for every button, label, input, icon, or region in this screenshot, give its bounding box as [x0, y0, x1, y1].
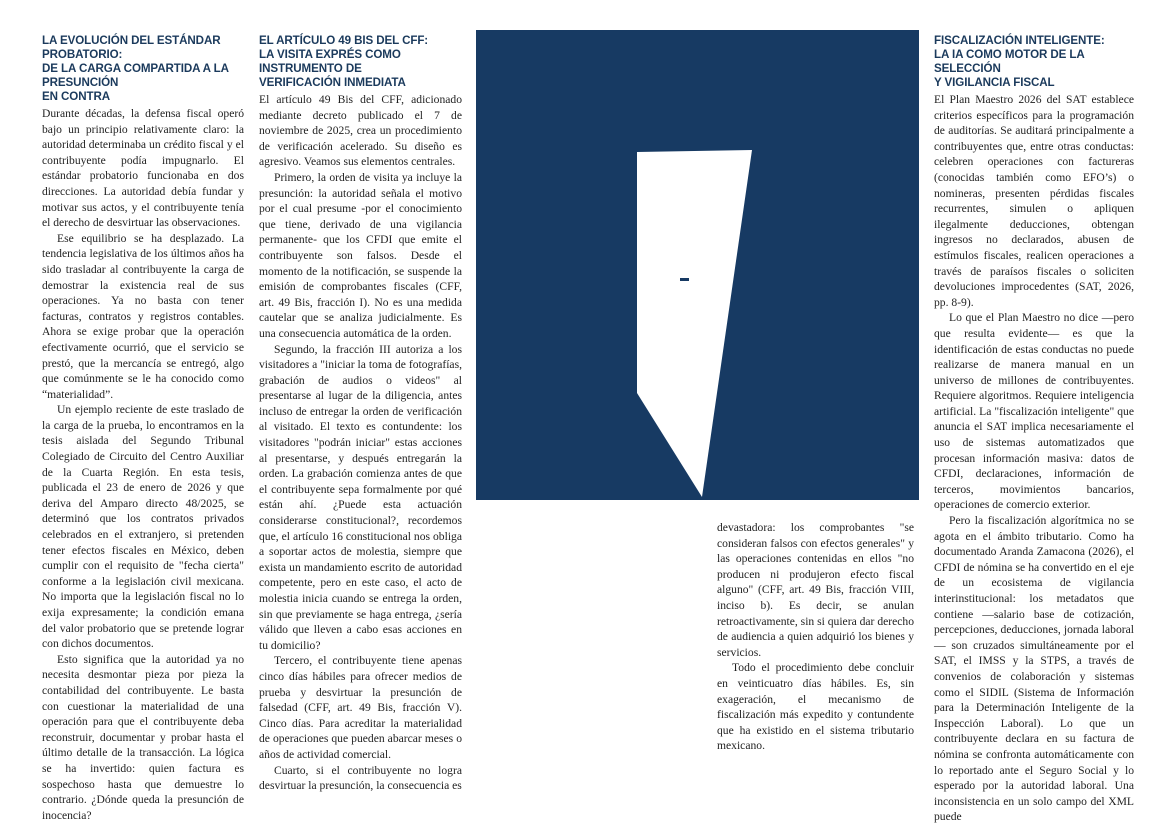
door-light — [637, 150, 752, 497]
open-door-icon — [476, 30, 919, 500]
paragraph: El Plan Maestro 2026 del SAT establece criterios específicos para la programación de auditorías. Se auditará principalmente a contribuyentes que, entre otras conductas: celebren operaciones con factureras (conocidas también como EFO’s) o nomineras, presenten pérdidas fiscales recurrentes, simulen o apliquen ilegalmente deducciones, obtengan ingresos no declarados, abusen de estímulos fiscales, realicen operaciones a través de paraísos fiscales o soliciten devoluciones improcedentes (SAT, 2026, pp. 8-9). — [934, 93, 1134, 309]
column-2 — [259, 34, 462, 794]
paragraph: Lo que el Plan Maestro no dice —pero que resulta evidente— es que la identificación de estas conductas no puede realizarse de manera manual en un universo de millones de contribuyentes. Requiere algoritmos. Requiere inteligencia artificial. La "fiscalización inteligente" que anuncia el SAT implica necesariamente el uso de sistemas automatizados que procesan información masiva: datos de CFDI, declaraciones, información de terceros, movimientos bancarios, operaciones de comercio exterior. — [934, 311, 1134, 512]
paragraph: Todo el procedimiento debe concluir en veinticuatro días hábiles. Es, sin exageración, el mecanismo de fiscalización más expedito y contundente que ha existido en el sistema tributario mexicano. — [717, 661, 914, 753]
paragraph: Primero, la orden de visita ya incluye la presunción: la autoridad señala el motivo por el cual presume -por el conocimiento que tiene, derivado de una vigilancia permanente- que los CFDI que emite el contribuyente son falsos. Desde el momento de la notificación, se suspende la emisión de comprobantes fiscales (CFF, art. 49 Bis, fracción I). No es una medida cautelar que se analiza judicialmente. Es una consecuencia automática de la orden. — [259, 170, 462, 340]
paragraph: Ese equilibrio se ha desplazado. La tendencia legislativa de los últimos años ha sido trasladar al contribuyente la carga de demostrar la existencia real de sus operaciones. Ya no basta con tener facturas, contratos y registros contables. Ahora se exige probar que la operación efectivamente ocurrió, que el servicio se prestó, que la mercancía se entregó, algo que comúnmente se le ha conocido como “materialidad”. — [42, 231, 244, 401]
paragraph: Tercero, el contribuyente tiene apenas cinco días hábiles para ofrecer medios de prueba y desvirtuar la presunción de falsedad (CFF, art. 49 Bis, fracción V). Cinco días. Para acreditar la materialidad de operaciones que pueden abarcar meses o años de actividad comercial. — [259, 654, 462, 761]
paragraph: Segundo, la fracción III autoriza a los visitadores a "iniciar la toma de fotografías, grabación de audios o videos" al presentarse al lugar de la diligencia, antes incluso de entregar la orden de verificación al visitado. El texto es contundente: los visitadores "podrán iniciar" estas acciones al presentarse, y después entregarán la orden. La grabación comienza antes de que el contribuyente sepa formalmente por qué están ahí. ¿Puede esta actuación considerarse constitucional?, recordemos que, el artículo 16 constitucional nos obliga a soportar actos de molestia, siempre que exista un mandamiento escrito de autoridad competente, pero en este caso, el acto de molestia inicia cuando se entrega la orden, sin que previamente se haga entrega, ¿sería válido que lleven a cabo esas acciones en tu domicilio? — [259, 342, 462, 652]
paragraph: Durante décadas, la defensa fiscal operó bajo un principio relativamente claro: la autoridad determinaba un crédito fiscal y el contribuyente podía impugnarlo. El estándar probatorio funcionaba en dos direcciones. La autoridad debía fundar y motivar sus actos, y el contribuyente tenía el derecho de desvirtuar las observaciones. — [42, 107, 244, 230]
section-heading: LA EVOLUCIÓN DEL ESTÁNDAR PROBATORIO: DE LA CARGA COMPARTIDA A LA PRESUNCIÓN EN CONTRA — [42, 34, 229, 103]
column-1 — [42, 34, 244, 823]
section-heading: FISCALIZACIÓN INTELIGENTE: LA IA COMO MOTOR DE LA SELECCIÓN Y VIGILANCIA FISCAL — [934, 34, 1105, 89]
paragraph: Esto significa que la autoridad ya no necesita desmontar pieza por pieza la contabilidad del contribuyente. Le basta con cuestionar la materialidad de una operación para que el contribuyente deba reconstruir, documentar y probar hasta el último detalle de la transacción. La lógica se ha invertido: quien factura es sospechoso hasta que demuestre lo contrario. ¿Dónde queda la presunción de inocencia? — [42, 652, 244, 822]
section-heading: EL ARTÍCULO 49 BIS DEL CFF: LA VISITA EXPRÉS COMO INSTRUMENTO DE VERIFICACIÓN INMEDIATA — [259, 34, 429, 89]
column-3 — [717, 520, 914, 754]
paragraph: Cuarto, si el contribuyente no logra desvirtuar la presunción, la consecuencia es — [259, 763, 462, 793]
paragraph: Pero la fiscalización algorítmica no se agota en el ámbito tributario. Como ha documentado Aranda Zamacona (2026), el CFDI de nómina se ha convertido en el eje de un ecosistema de vigilancia interinstitucional: los metadatos que contiene —salario base de cotización, percepciones, deducciones, jornada laboral— son cruzados simultáneamente por el SAT, el IMSS y la STPS, a través de convenios de colaboración y sistemas como el SIDIL (Sistema de Información para la Determinación Inteligente de la Inspección Laboral). Lo que un contribuyente declara en su factura de nómina se confronta automáticamente con lo reportado ante el Seguro Social y lo esperado por la autoridad laboral. Una inconsistencia en un solo campo del XML puede — [934, 514, 1134, 824]
door-handle — [680, 278, 689, 281]
paragraph: devastadora: los comprobantes "se consideran falsos con efectos generales" y las operaciones contenidas en ellos "no producen ni produjeron efecto fiscal alguno" (CFF, art. 49 Bis, fracción VIII, inciso b). Es decir, se anulan retroactivamente, sin si quiera dar derecho de audiencia a quien adquirió los bienes y servicios. — [717, 521, 915, 659]
column-4 — [934, 34, 1134, 825]
paragraph: Un ejemplo reciente de este traslado de la carga de la prueba, lo encontramos en la tesis aislada del Segundo Tribunal Colegiado de Circuito del Centro Auxiliar de la Cuarta Región. En esta tesis, publicada el 23 de enero de 2026 y que deriva del Amparo directo 48/2025, se determinó que los contratos privados celebrados en el extranjero, si pretenden tener efectos fiscales en México, deben cumplir con el requisito de "fecha cierta" conforme a la legislación civil mexicana. No importa que la legislación fiscal no lo exija expresamente; la condición emana del valor probatorio que se pretende lograr con dichos documentos. — [42, 403, 244, 651]
door-illustration — [476, 30, 919, 500]
paragraph: El artículo 49 Bis del CFF, adicionado mediante decreto publicado el 7 de noviembre de 2025, crea un procedimiento de verificación acelerado. Su diseño es agresivo. Veamos sus elementos centrales. — [259, 93, 462, 169]
